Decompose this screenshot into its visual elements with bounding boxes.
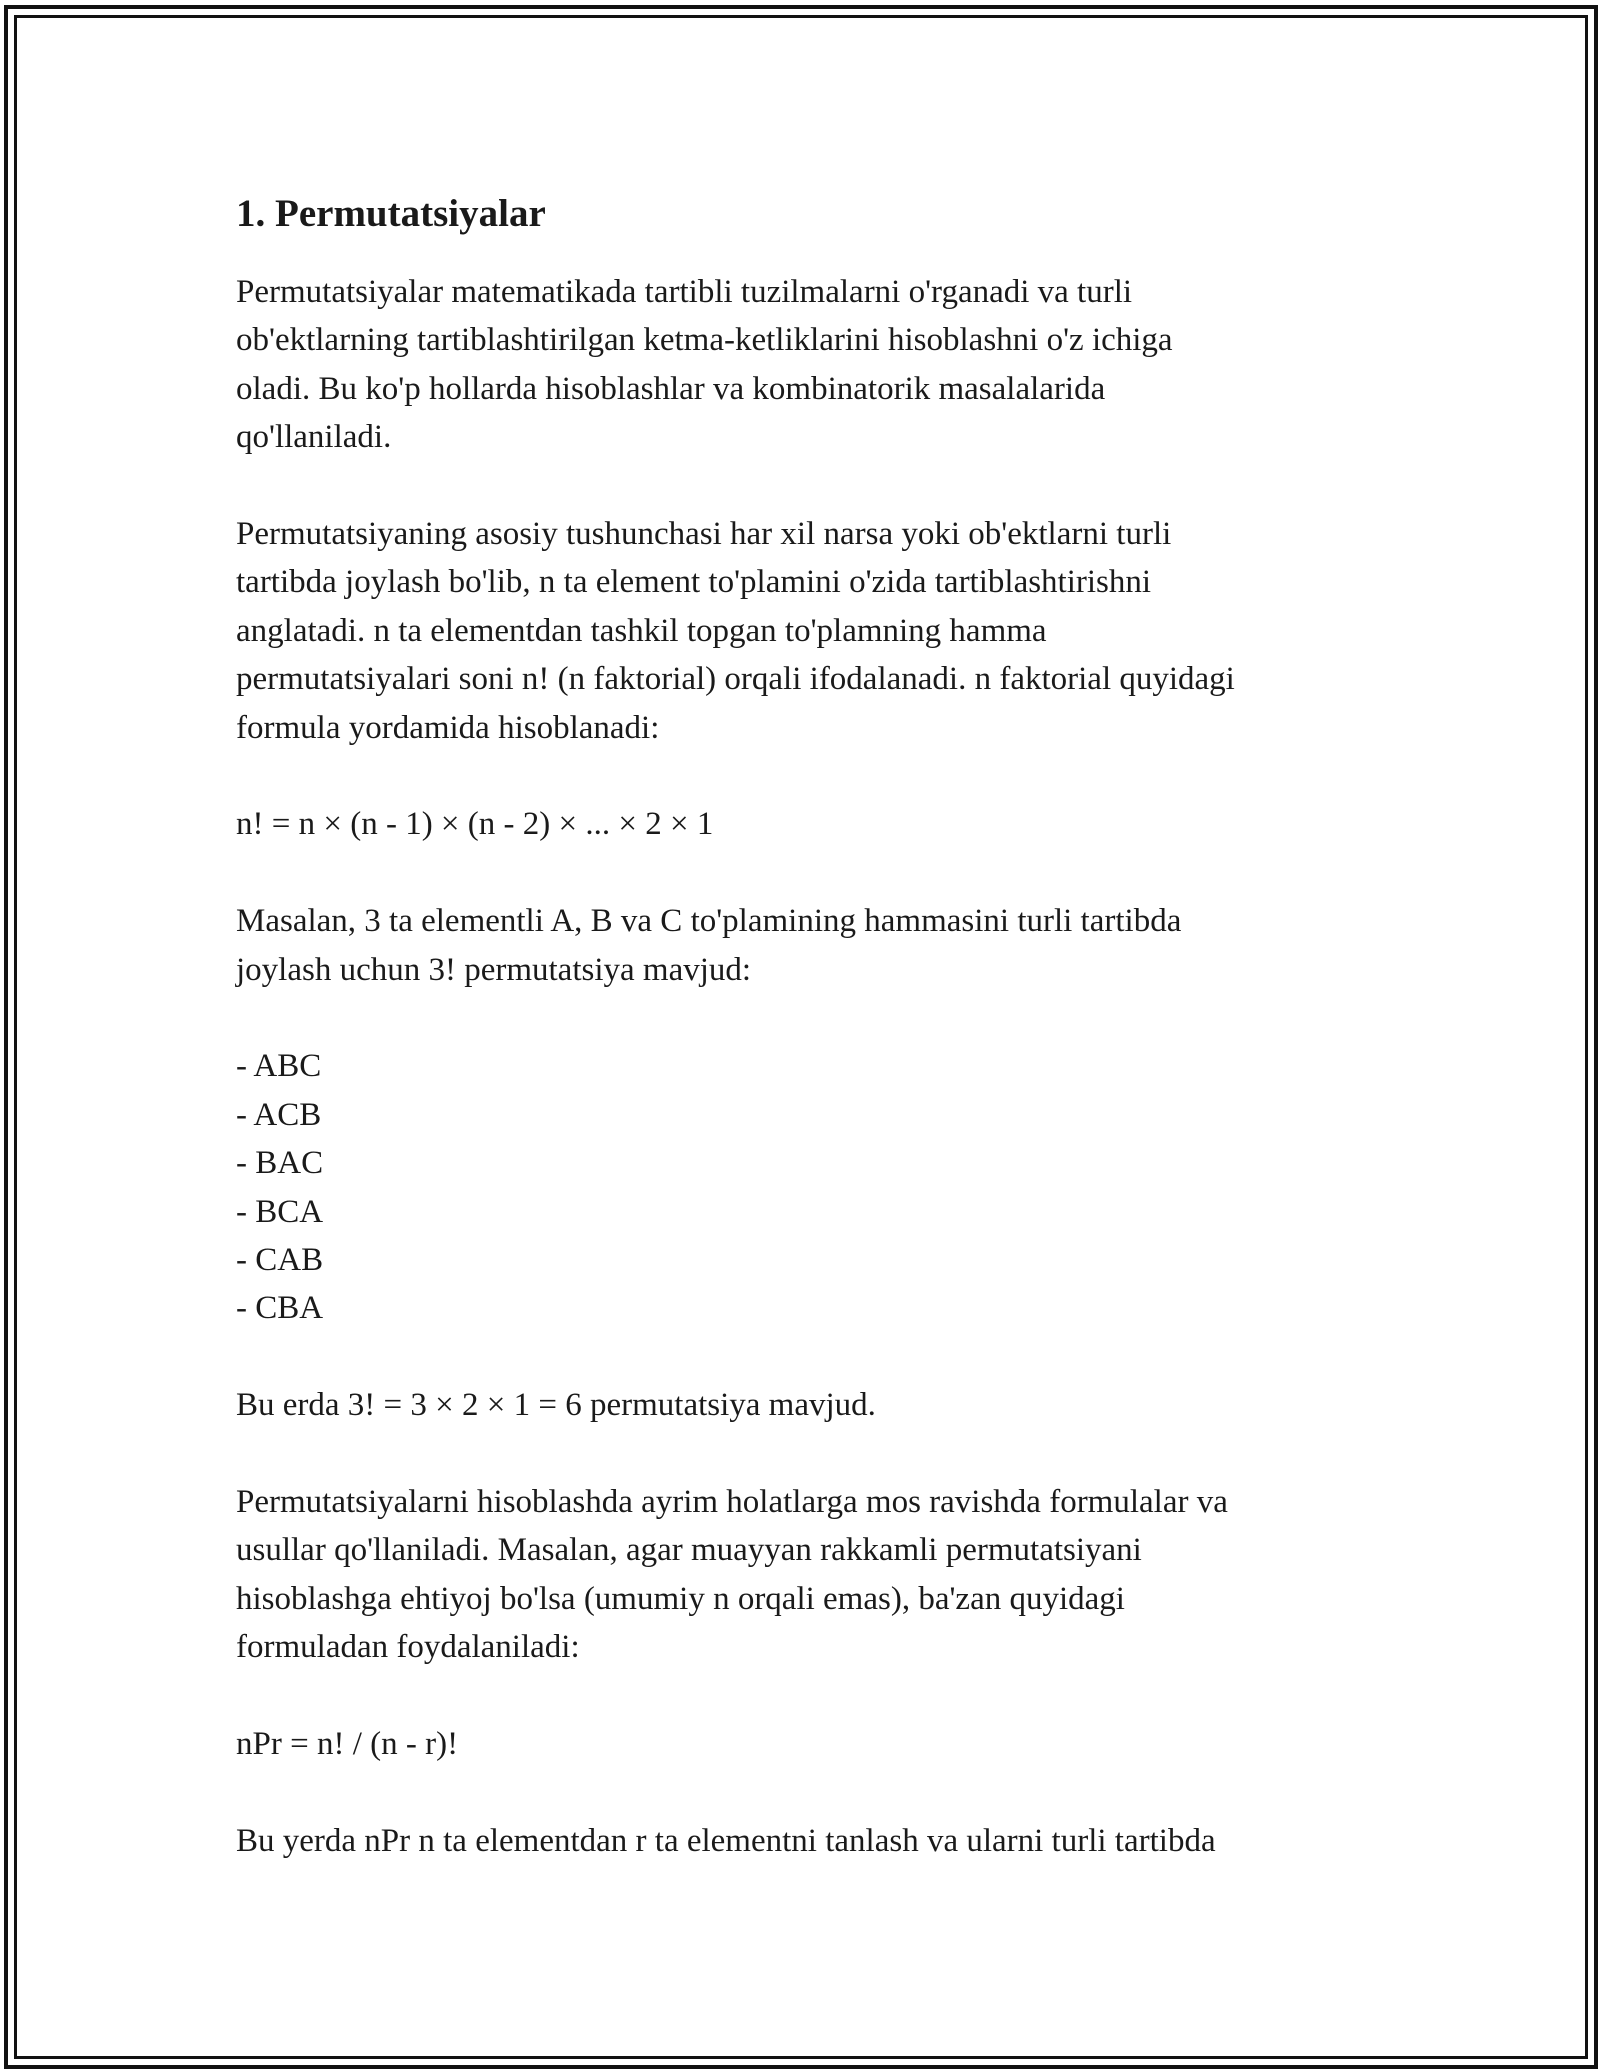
count-paragraph: Bu erda 3! = 3 × 2 × 1 = 6 permutatsiya mavjud.: [236, 1387, 876, 1424]
list-item: - BAC: [236, 1145, 324, 1182]
paragraph-spacer: [236, 1333, 1356, 1381]
paragraph-spacer: [236, 849, 1356, 897]
permutation-list: [236, 1042, 1356, 1332]
text-line: Masalan, 3 ta elementli A, B va C to'plamining hammasini turli tartibda: [236, 903, 1182, 940]
paragraph-spacer: [236, 752, 1356, 800]
npr-explanation: Bu yerda nPr n ta elementdan r ta elementni tanlash va ularni turli tartibda: [236, 1822, 1216, 1859]
list-item: - CAB: [236, 1242, 324, 1279]
factorial-formula: n! = n × (n - 1) × (n - 2) × ... × 2 × 1: [236, 806, 714, 843]
text-line: usullar qo'llaniladi. Masalan, agar muayyan rakkamli permutatsiyani: [236, 1532, 1142, 1569]
paragraph-spacer: [236, 1672, 1356, 1720]
text-line: anglatadi. n ta elementdan tashkil topgan to'plamning hamma: [236, 612, 1047, 649]
text-line: qo'llaniladi.: [236, 419, 392, 456]
paragraph-spacer: [236, 994, 1356, 1042]
section-heading: 1. Permutatsiyalar: [236, 192, 546, 235]
npr-formula: nPr = n! / (n - r)!: [236, 1726, 459, 1763]
text-line: joylash uchun 3! permutatsiya mavjud:: [236, 951, 752, 988]
concept-paragraph: [236, 510, 1356, 752]
list-item: - BCA: [236, 1193, 324, 1230]
text-line: Permutatsiyalar matematikada tartibli tuzilmalarni o'rganadi va turli: [236, 274, 1133, 310]
list-item: - CBA: [236, 1290, 324, 1327]
document-page: [236, 184, 1356, 1865]
text-line: tartibda joylash bo'lib, n ta element to'plamini o'zida tartiblashtirishni: [236, 564, 1152, 601]
paragraph-spacer: [236, 462, 1356, 510]
text-line: Permutatsiyalarni hisoblashda ayrim holatlarga mos ravishda formulalar va: [236, 1484, 1228, 1521]
example-paragraph: [236, 897, 1356, 994]
text-line: hisoblashga ehtiyoj bo'lsa (umumiy n orqali emas), ba'zan quyidagi: [236, 1580, 1125, 1617]
text-line: Permutatsiyaning asosiy tushunchasi har xil narsa yoki ob'ektlarni turli: [236, 516, 1172, 553]
text-line: oladi. Bu ko'p hollarda hisoblashlar va kombinatorik masalalarida: [236, 370, 1106, 407]
text-line: formuladan foydalaniladi:: [236, 1629, 580, 1666]
intro-paragraph: [236, 268, 1356, 462]
methods-paragraph: [236, 1478, 1356, 1672]
paragraph-spacer: [236, 1430, 1356, 1478]
text-line: ob'ektlarning tartiblashtirilgan ketma-ketliklarini hisoblashni o'z ichiga: [236, 322, 1173, 359]
list-item: - ACB: [236, 1096, 322, 1133]
paragraph-spacer: [236, 1768, 1356, 1816]
text-line: formula yordamida hisoblanadi:: [236, 709, 660, 746]
text-line: permutatsiyalari soni n! (n faktorial) orqali ifodalanadi. n faktorial quyidagi: [236, 661, 1235, 698]
list-item: - ABC: [236, 1048, 322, 1085]
